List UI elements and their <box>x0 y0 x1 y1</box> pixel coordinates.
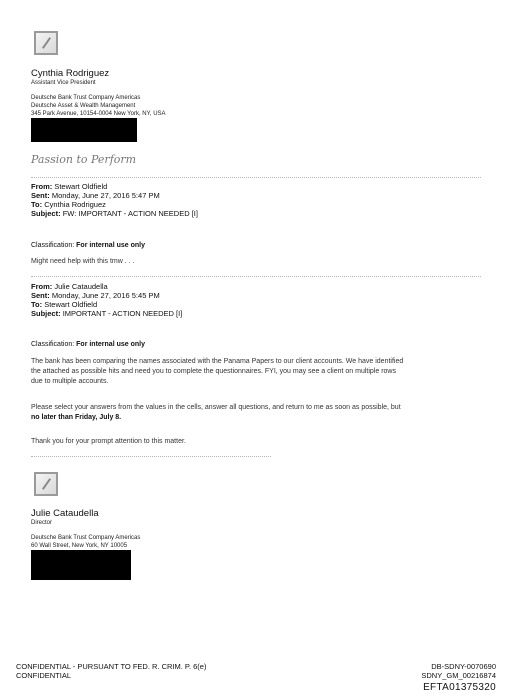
to-label: To: <box>31 200 43 209</box>
email2-paragraph-3: Thank you for your prompt attention to this matter. <box>31 438 186 445</box>
signature-company: Deutsche Bank Trust Company Americas <box>31 535 141 541</box>
from-value: Julie Cataudella <box>54 282 108 291</box>
classification-label: Classification: <box>31 341 75 348</box>
redaction-block <box>31 118 137 142</box>
email2-header <box>31 282 182 318</box>
classification-label: Classification: <box>31 242 75 249</box>
email2-classification <box>31 341 145 348</box>
paragraph-line: Please select your answers from the values in the cells, answer all questions, and return to me as soon as possible, but <box>31 404 401 411</box>
from-label: From: <box>31 182 53 191</box>
signature-title: Director <box>31 520 53 526</box>
sent-label: Sent: <box>31 291 50 300</box>
signature-name: Cynthia Rodriguez <box>31 68 110 79</box>
email1-classification <box>31 242 145 249</box>
confidentiality-line: CONFIDENTIAL <box>16 671 72 680</box>
paragraph-line: the attached as possible hits and need you to complete the questionnaires. FYI, you may see a client on multiple rows <box>31 368 396 375</box>
classification-value: For internal use only <box>76 242 145 249</box>
paragraph-line: The bank has been comparing the names associated with the Panama Papers to our client accounts. We have identified <box>31 358 404 365</box>
from-label: From: <box>31 282 53 291</box>
divider <box>31 456 271 457</box>
confidentiality-line: CONFIDENTIAL - PURSUANT TO FED. R. CRIM. P. 6(e) <box>16 662 207 671</box>
to-value: Cynthia Rodriguez <box>44 200 106 209</box>
bates-numbers <box>421 662 496 680</box>
paragraph-line: due to multiple accounts. <box>31 378 109 385</box>
subject-value: IMPORTANT - ACTION NEEDED [I] <box>62 309 183 318</box>
deadline-text: no later than Friday, July 8. <box>31 414 122 421</box>
to-label: To: <box>31 300 43 309</box>
from-value: Stewart Oldfield <box>54 182 108 191</box>
signature-title: Assistant Vice President <box>31 80 96 86</box>
sent-value: Monday, June 27, 2016 5:47 PM <box>51 191 160 200</box>
to-value: Stewart Oldfield <box>44 300 98 309</box>
signature-name: Julie Cataudella <box>31 508 99 519</box>
email1-body: Might need help with this tmw . . . <box>31 258 135 265</box>
divider <box>31 177 481 178</box>
paragraph-line <box>31 413 501 423</box>
email1-header <box>31 182 198 218</box>
signature-address: 345 Park Avenue, 10154-0004 New York, NY, USA <box>31 111 166 117</box>
sent-label: Sent: <box>31 191 50 200</box>
sent-value: Monday, June 27, 2016 5:45 PM <box>51 291 160 300</box>
redaction-block <box>31 550 131 580</box>
signature-address: 60 Wall Street, New York, NY 10005 <box>31 543 128 549</box>
email2-paragraph-2 <box>31 403 501 423</box>
signature-division: Deutsche Asset & Wealth Management <box>31 103 136 109</box>
subject-value: FW: IMPORTANT - ACTION NEEDED [I] <box>62 209 198 218</box>
subject-label: Subject: <box>31 309 61 318</box>
bates-number: DB-SDNY-0070690 <box>431 662 496 671</box>
slogan: Passion to Perform <box>31 153 137 166</box>
efta-number: EFTA01375320 <box>423 682 496 693</box>
email2-paragraph-1 <box>31 357 501 387</box>
divider <box>31 276 481 277</box>
signature-company: Deutsche Bank Trust Company Americas <box>31 95 141 101</box>
subject-label: Subject: <box>31 209 61 218</box>
deutsche-bank-logo-icon <box>34 31 58 55</box>
confidentiality-notice <box>16 662 206 680</box>
classification-value: For internal use only <box>76 341 145 348</box>
deutsche-bank-logo-icon <box>34 472 58 496</box>
bates-number: SDNY_GM_00216874 <box>421 671 496 680</box>
